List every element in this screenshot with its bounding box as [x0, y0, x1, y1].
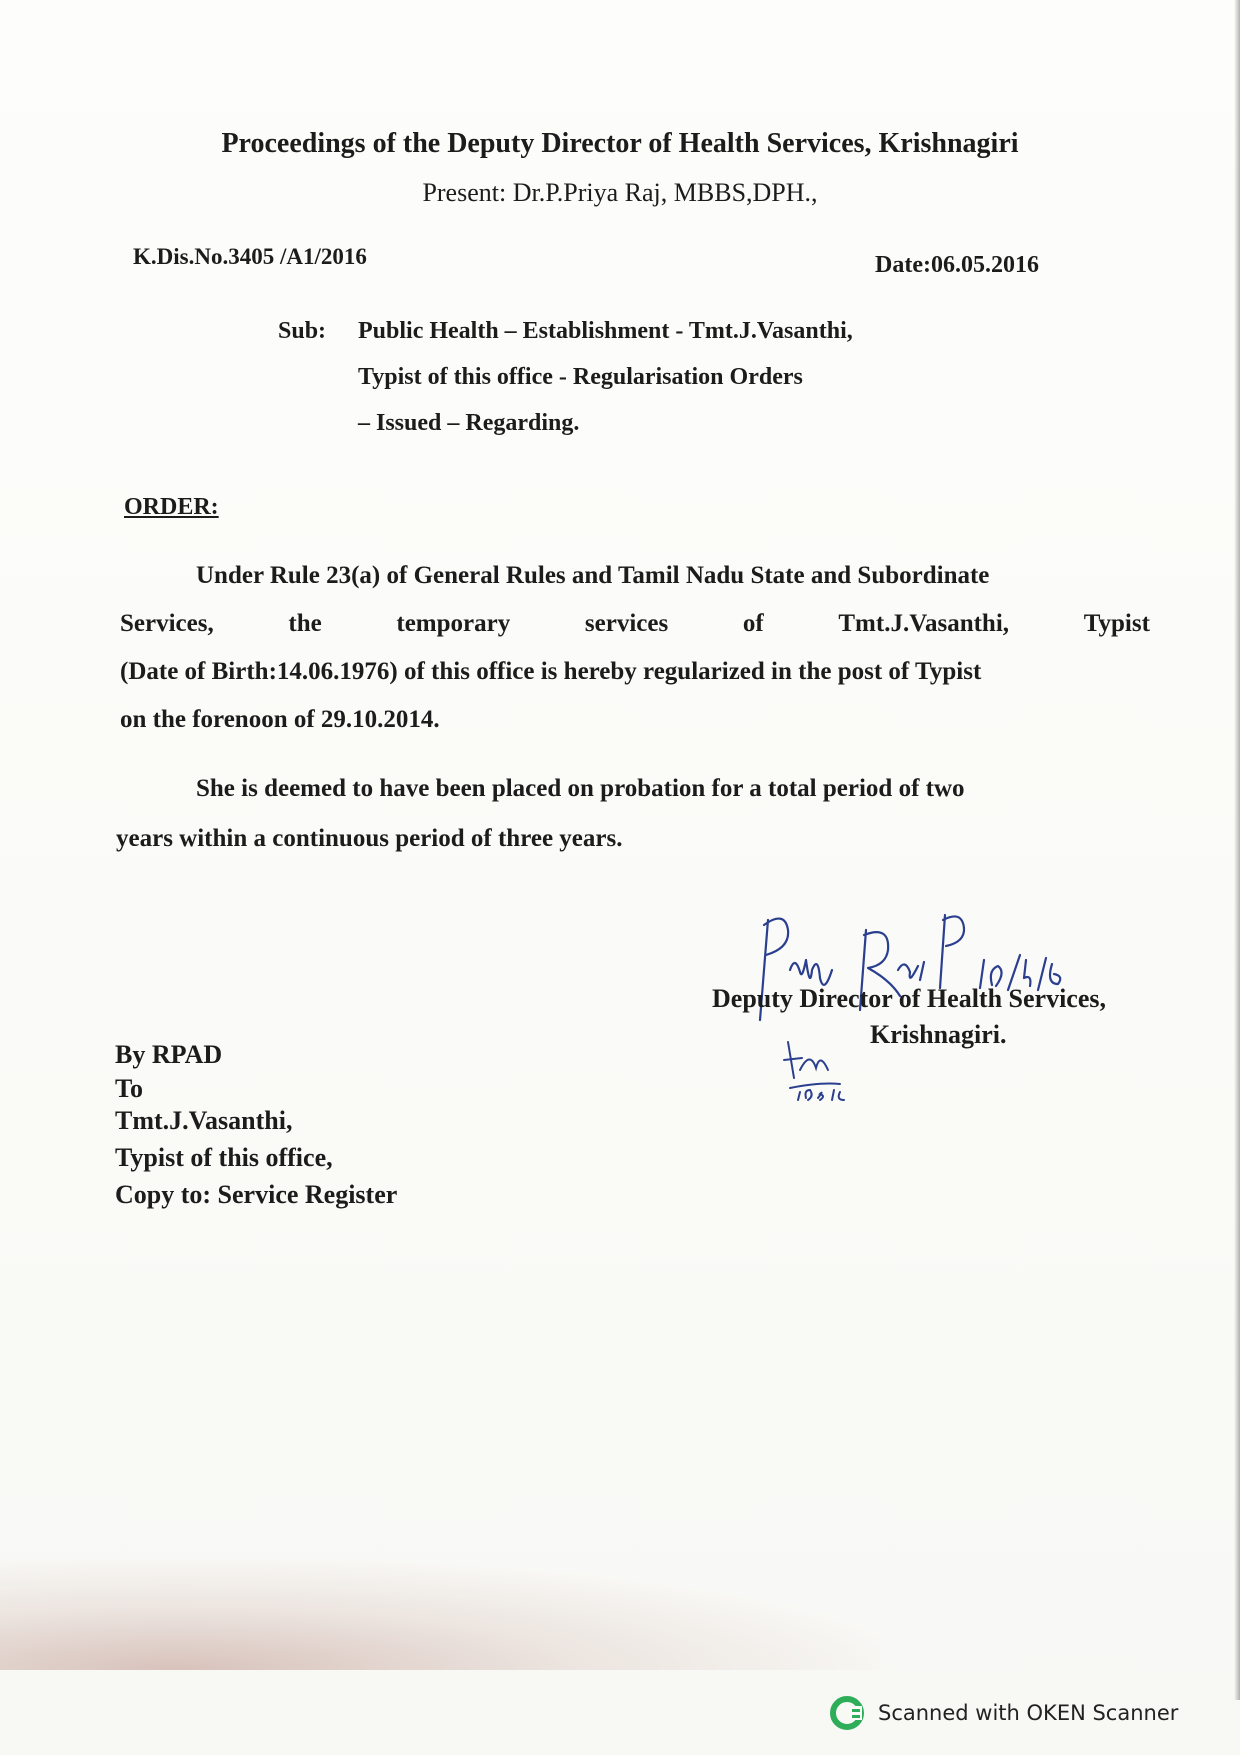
subject-line: Typist of this office - Regularisation Orders: [358, 364, 803, 390]
justified-word: Tmt.J.Vasanthi,: [838, 610, 1010, 637]
signatory-designation: Deputy Director of Health Services,: [712, 984, 1106, 1013]
address-to: To: [115, 1074, 143, 1103]
justified-word: the: [288, 610, 322, 637]
scan-smudge: [0, 1560, 880, 1670]
order-heading: ORDER:: [124, 494, 219, 520]
oken-scanner-logo-icon: [830, 1696, 864, 1730]
recipient-name: Tmt.J.Vasanthi,: [115, 1106, 293, 1135]
justified-word: Services,: [120, 610, 214, 637]
scanner-text: Scanned with OKEN Scanner: [878, 1701, 1179, 1725]
justified-word: Typist: [1083, 610, 1150, 637]
justified-word: services: [584, 610, 669, 637]
order-paragraph-line: years within a continuous period of three years.: [116, 825, 623, 852]
dispatch-mode: By RPAD: [115, 1040, 223, 1069]
order-date: Date:06.05.2016: [875, 252, 1039, 278]
page-edge-shadow: [1234, 0, 1240, 1700]
subject-line: – Issued – Regarding.: [358, 410, 580, 436]
subject-line: Public Health – Establishment - Tmt.J.Vasanthi,: [358, 318, 853, 344]
order-paragraph-line: [120, 610, 1150, 638]
justified-word: of: [742, 610, 764, 637]
signatory-place: Krishnagiri.: [870, 1020, 1007, 1049]
recipient-designation: Typist of this office,: [115, 1143, 333, 1172]
order-paragraph-line: She is deemed to have been placed on probation for a total period of two: [196, 775, 965, 802]
subject-label: Sub:: [278, 318, 327, 344]
order-paragraph-line: Under Rule 23(a) of General Rules and Tamil Nadu State and Subordinate: [196, 562, 990, 589]
copy-to: Copy to: Service Register: [115, 1180, 398, 1209]
order-paragraph-line: on the forenoon of 29.10.2014.: [120, 706, 440, 733]
present-line: Present: Dr.P.Priya Raj, MBBS,DPH.,: [422, 178, 818, 207]
scanner-watermark: [830, 1693, 1178, 1733]
proceedings-title: Proceedings of the Deputy Director of Health Services, Krishnagiri: [221, 128, 1019, 159]
justified-word: temporary: [396, 610, 511, 637]
order-paragraph-line: (Date of Birth:14.06.1976) of this office is hereby regularized in the post of Typist: [120, 658, 982, 685]
reference-number: K.Dis.No.3405 /A1/2016: [133, 244, 367, 269]
